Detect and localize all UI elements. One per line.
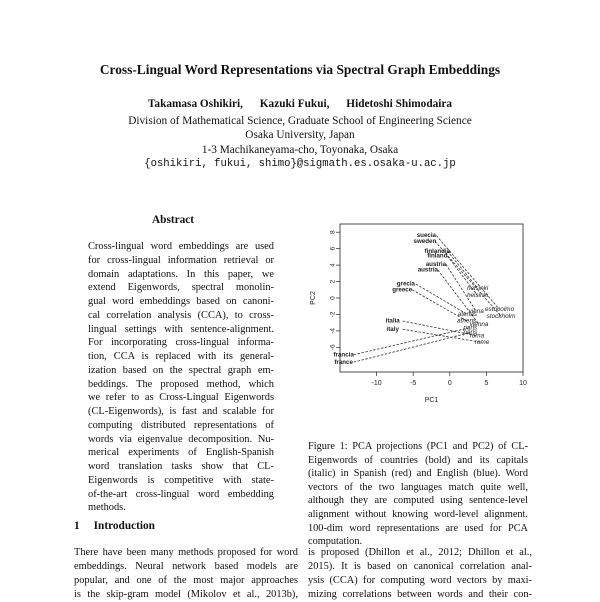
intro-line: popular, and one of the most major approaches: [74, 574, 298, 586]
abstract-line: (CL-Eigenwords), is fast and scalable for: [88, 406, 274, 417]
abstract-line: of-the-art cross-lingual word embedding: [88, 488, 274, 500]
x-tick-label: 10: [519, 380, 527, 387]
data-point-label: italy: [386, 325, 399, 333]
data-point-label: greece: [392, 286, 413, 294]
intro-line: is the skip-gram model (Mikolov et al., 2013b),: [74, 588, 298, 600]
caption-line: vectors of the two languages match quite well,: [308, 481, 528, 493]
affiliation-line: Division of Mathematical Science, Graduate School of Engineering Science: [128, 115, 472, 127]
author-email: {oshikiri, fukui, shimo}@sigmath.es.osaka-u.ac.jp: [144, 158, 456, 170]
data-point-label: athens: [457, 317, 477, 325]
abstract-line: lingual settings with sentence-alignment.: [88, 323, 274, 335]
intro-right-column: [308, 546, 532, 602]
abstract-line: for cross-lingual information retrieval or: [88, 254, 274, 266]
caption-line: Figure 1: PCA projections (PC1 and PC2) of CL-: [308, 441, 528, 452]
y-tick-label: 8: [329, 230, 337, 235]
data-point-label: suecia: [416, 232, 437, 240]
data-point-label: helsinki: [466, 284, 489, 292]
y-tick-label: -4: [329, 327, 337, 334]
abstract-line: Cross-lingual word embeddings are used: [88, 241, 274, 252]
data-point-label: france: [334, 358, 353, 366]
x-tick-label: 5: [484, 380, 489, 387]
data-point-label: grecia: [396, 280, 415, 288]
x-tick-label: 0: [447, 380, 452, 387]
intro-line: There have been many methods proposed for word: [74, 547, 298, 558]
abstract-body: [88, 240, 274, 515]
pca-scatter-chart: [305, 222, 530, 410]
abstract-line: tion, CCA is replaced with its general-: [88, 351, 274, 362]
abstract-line: word translation tasks show that CL-: [88, 461, 274, 472]
section-title: Introduction: [93, 520, 155, 532]
caption-line: computation.: [308, 536, 363, 548]
y-tick-label: 6: [329, 246, 337, 251]
abstract-line: domain adaptations. In this paper, we: [88, 268, 274, 280]
caption-line: 100-dim word representations are used for PCA: [308, 522, 528, 534]
y-tick-label: 2: [329, 279, 337, 284]
section-heading: [74, 520, 155, 532]
caption-line: alignment without knowing word-level alignment.: [308, 508, 528, 520]
abstract-line: cal correlation analysis (CCA), to cross-: [88, 309, 274, 321]
data-point-label: finland: [427, 252, 448, 260]
section-number: 1: [74, 520, 80, 532]
data-point-label: finlandia: [424, 247, 451, 255]
author-name: Hidetoshi Shimodaira: [346, 98, 453, 110]
intro-line: is proposed (Dhillon et al., 2012; Dhillon et al.,: [308, 547, 532, 558]
author-name: Kazuki Fukui,: [259, 98, 330, 110]
y-tick-label: 4: [329, 263, 337, 267]
abstract-line: words via eigenvalue decomposition. Nu-: [88, 433, 274, 445]
y-tick-label: -6: [329, 344, 337, 351]
abstract-line: we refer to as Cross-Lingual Eigenwords: [88, 392, 274, 404]
abstract-line: For incorporating cross-lingual informa-: [88, 337, 274, 349]
data-point-label: estocolmo: [485, 306, 515, 314]
abstract-line: merical experiments of English-Spanish: [88, 447, 274, 459]
intro-line: ysis (CCA) for computing word vectors by maxi-: [308, 574, 532, 586]
intro-line: embeddings. Neural network based models are: [74, 560, 298, 572]
intro-line: 2015). It is based on canonical correlation anal-: [308, 560, 532, 572]
paper-title: Cross-Lingual Word Representations via Spectral Graph Embeddings: [99, 62, 501, 77]
data-point-label: stockholm: [486, 312, 516, 320]
data-point-label: francia: [333, 351, 354, 359]
y-tick-label: -2: [329, 311, 337, 318]
y-axis-label: PC2: [310, 291, 317, 305]
intro-left-column: [74, 546, 298, 602]
abstract-line: gual word embeddings based on canoni-: [88, 296, 274, 307]
link-line: [354, 333, 471, 363]
x-axis-label: PC1: [424, 397, 439, 404]
y-tick-label: 0: [329, 296, 337, 300]
x-tick-label: -10: [371, 380, 382, 387]
abstract-line: methods.: [88, 502, 126, 514]
data-point-label: paris: [463, 329, 478, 337]
affiliation-line: 1-3 Machikaneyama-cho, Toyonaka, Osaka: [201, 144, 399, 156]
data-point-label: vienna: [469, 320, 489, 328]
caption-line: (italic) in Spanish (red) and English (blue). Word: [308, 468, 528, 480]
author-list: [0, 98, 600, 110]
data-point-label: atenas: [457, 311, 477, 319]
data-point-label: italia: [385, 317, 400, 325]
data-point-label: sweden: [413, 237, 437, 245]
data-point-label: austria: [417, 266, 438, 274]
abstract-line: beddings. The proposed method, which: [88, 378, 274, 390]
plot-frame: [340, 224, 523, 372]
affiliation-line: Osaka University, Japan: [245, 129, 355, 141]
data-point-label: paris: [463, 324, 478, 332]
data-point-label: rome: [474, 339, 490, 347]
abstract-line: Eigenwords is competitive with state-: [88, 474, 274, 486]
author-name: Takamasa Oshikiri,: [147, 98, 243, 110]
link-line: [354, 325, 471, 355]
abstract-heading: Abstract: [152, 214, 195, 226]
data-point-label: helsinki: [466, 292, 489, 300]
abstract-line: extend Eigenwords, spectral monolin-: [88, 282, 274, 294]
figure-caption: [308, 440, 528, 549]
caption-line: Eigenwords of countries (bold) and its capitals: [308, 454, 528, 466]
data-point-label: viena: [468, 307, 484, 315]
x-tick-label: -5: [410, 380, 417, 387]
link-line: [447, 251, 477, 288]
abstract-line: computing distributed representations of: [88, 419, 274, 431]
abstract-line: ization based on the spectral graph em-: [88, 364, 274, 376]
data-point-label: austria: [425, 260, 447, 268]
caption-line: although they are computed using sentence-level: [308, 495, 528, 507]
data-point-label: roma: [469, 332, 485, 340]
intro-line: mizing correlations between words and their con-: [308, 588, 532, 600]
